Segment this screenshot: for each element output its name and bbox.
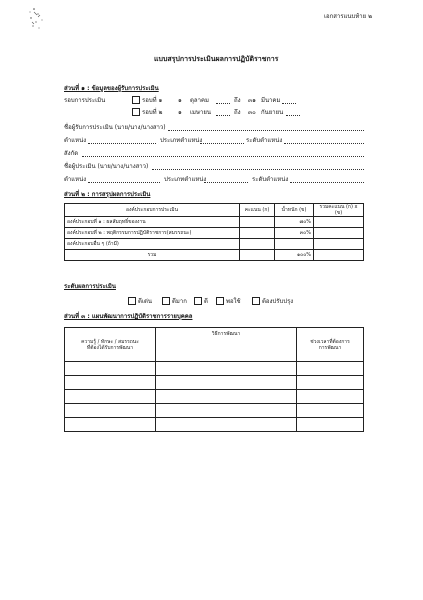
table-cell[interactable]: [297, 362, 364, 376]
rating-checkbox-good[interactable]: [194, 297, 202, 305]
round2-to-day: ๓๐: [248, 109, 256, 116]
total-weight: ๑๐๐%: [275, 250, 314, 261]
evaluator-name-field[interactable]: [152, 169, 364, 170]
evaluator-position-field[interactable]: [88, 182, 160, 183]
table-cell[interactable]: [65, 404, 156, 418]
column-header-line: ช่วงเวลาที่ต้องการ: [310, 338, 350, 345]
affiliation-field[interactable]: [82, 156, 364, 157]
column-header: องค์ประกอบการประเมิน: [65, 204, 240, 217]
table-cell[interactable]: [297, 404, 364, 418]
form-title: แบบสรุปการประเมินผลการปฏิบัติราชการ: [154, 55, 279, 63]
round1-to-month: มีนาคม: [261, 97, 281, 104]
score-cell[interactable]: [240, 250, 275, 261]
table-cell[interactable]: [65, 362, 156, 376]
column-header: น้ำหนัก (ข): [275, 204, 314, 217]
table-cell[interactable]: [297, 418, 364, 432]
table-row: [65, 376, 364, 390]
rating-excellent-label: ดีเด่น: [138, 298, 152, 305]
round2-checkbox[interactable]: [132, 108, 140, 116]
position-level-field[interactable]: [284, 143, 364, 144]
table-row: [65, 239, 364, 250]
table-cell[interactable]: [156, 404, 297, 418]
column-header-line: ที่ต้องได้รับการพัฒนา: [86, 344, 134, 351]
column-header: [297, 328, 364, 362]
table-cell[interactable]: [156, 362, 297, 376]
round2-label: รอบที่ ๒: [142, 109, 163, 116]
rating-checkbox-excellent[interactable]: [128, 297, 136, 305]
table-cell[interactable]: [156, 418, 297, 432]
column-header: [65, 328, 156, 362]
table-row: [65, 228, 364, 239]
table-row: [65, 390, 364, 404]
table-row: [65, 404, 364, 418]
weight-cell: ๓๐%: [275, 228, 314, 239]
table-cell[interactable]: [156, 390, 297, 404]
document-reference: เอกสารแนบท้าย ๒: [324, 13, 373, 20]
rating-fair-label: พอใช้: [226, 298, 241, 305]
position-level-label: ระดับตำแหน่ง: [246, 137, 283, 144]
rating-checkbox-very-good[interactable]: [162, 297, 170, 305]
column-header-line: ความรู้ / ทักษะ / สมรรถนะ: [81, 338, 139, 345]
table-cell[interactable]: [297, 376, 364, 390]
component-cell: องค์ประกอบที่ ๑ : ผลสัมฤทธิ์ของงาน: [65, 217, 240, 228]
part2-heading: ส่วนที่ ๒ : การสรุปผลการประเมิน: [64, 191, 151, 198]
round1-to-day: ๓๑: [248, 97, 256, 104]
part1-heading: ส่วนที่ ๑ : ข้อมูลของผู้รับการประเมิน: [64, 85, 159, 92]
component-cell: องค์ประกอบที่ ๒ : พฤติกรรมการปฏิบัติราชการ(สมรรถนะ): [65, 228, 240, 239]
table-row: [65, 362, 364, 376]
round1-from-month: ตุลาคม: [190, 97, 209, 104]
evaluator-position-label: ตำแหน่ง: [64, 176, 87, 183]
rating-heading: ระดับผลการประเมิน: [64, 283, 116, 290]
table-cell[interactable]: [156, 376, 297, 390]
table-row: [65, 217, 364, 228]
rating-good-label: ดี: [204, 298, 208, 305]
summary-table-header: [65, 204, 364, 217]
column-header: คะแนน (ก): [240, 204, 275, 217]
column-header: วิธีการพัฒนา: [156, 328, 297, 362]
affiliation-label: สังกัด: [64, 150, 79, 157]
round-label: รอบการประเมิน: [64, 97, 106, 104]
position-type-field[interactable]: [200, 143, 244, 144]
round1-checkbox[interactable]: [132, 96, 140, 104]
evaluatee-name-label: ชื่อผู้รับการประเมิน (นาย/นาง/นางสาว): [64, 124, 166, 131]
position-type-label: ประเภทตำแหน่ง: [160, 137, 203, 144]
weight-cell: [275, 239, 314, 250]
round1-label: รอบที่ ๑: [142, 97, 163, 104]
rating-checkbox-needs-improvement[interactable]: [252, 297, 260, 305]
table-cell[interactable]: [65, 390, 156, 404]
column-header-line: การพัฒนา: [318, 344, 342, 351]
round1-to: ถึง: [234, 97, 241, 104]
round1-from-day: ๑: [178, 97, 182, 104]
round2-to-month: กันยายน: [261, 109, 284, 116]
evaluator-position-type-field[interactable]: [204, 182, 248, 183]
total-cell[interactable]: [314, 217, 364, 228]
evaluator-position-level-label: ระดับตำแหน่ง: [252, 176, 289, 183]
evaluatee-name-field[interactable]: [168, 130, 364, 131]
development-plan-table: [64, 327, 364, 432]
score-cell[interactable]: [240, 228, 275, 239]
table-cell[interactable]: [65, 418, 156, 432]
rating-very-good-label: ดีมาก: [172, 298, 187, 305]
evaluator-name-label: ชื่อผู้ประเมิน (นาย/นาง/นางสาว): [64, 163, 149, 170]
total-label: รวม: [65, 250, 240, 261]
summary-table: [64, 203, 364, 261]
evaluator-position-type-label: ประเภทตำแหน่ง: [164, 176, 207, 183]
development-table-header: [65, 328, 364, 362]
round2-to: ถึง: [234, 109, 241, 116]
score-cell[interactable]: [240, 239, 275, 250]
round2-from-month: เมษายน: [190, 109, 211, 116]
column-header: รวมคะแนน (ก) x (ข): [314, 204, 364, 217]
round2-from-day: ๑: [178, 109, 182, 116]
position-label: ตำแหน่ง: [64, 137, 87, 144]
part3-heading: ส่วนที่ ๓ : แผนพัฒนาการปฏิบัติราชการรายบุคคล: [64, 313, 193, 320]
weight-cell: ๗๐%: [275, 217, 314, 228]
total-cell[interactable]: [314, 228, 364, 239]
component-cell: องค์ประกอบอื่น ๆ (ถ้ามี): [65, 239, 240, 250]
position-field[interactable]: [88, 143, 156, 144]
rating-needs-improvement-label: ต้องปรับปรุง: [262, 298, 294, 305]
total-row: [65, 250, 364, 261]
score-cell[interactable]: [240, 217, 275, 228]
table-cell[interactable]: [65, 376, 156, 390]
evaluator-position-level-field[interactable]: [290, 182, 364, 183]
total-cell[interactable]: [314, 239, 364, 250]
rating-checkbox-fair[interactable]: [216, 297, 224, 305]
table-row: [65, 418, 364, 432]
total-cell[interactable]: [314, 250, 364, 261]
table-cell[interactable]: [297, 390, 364, 404]
